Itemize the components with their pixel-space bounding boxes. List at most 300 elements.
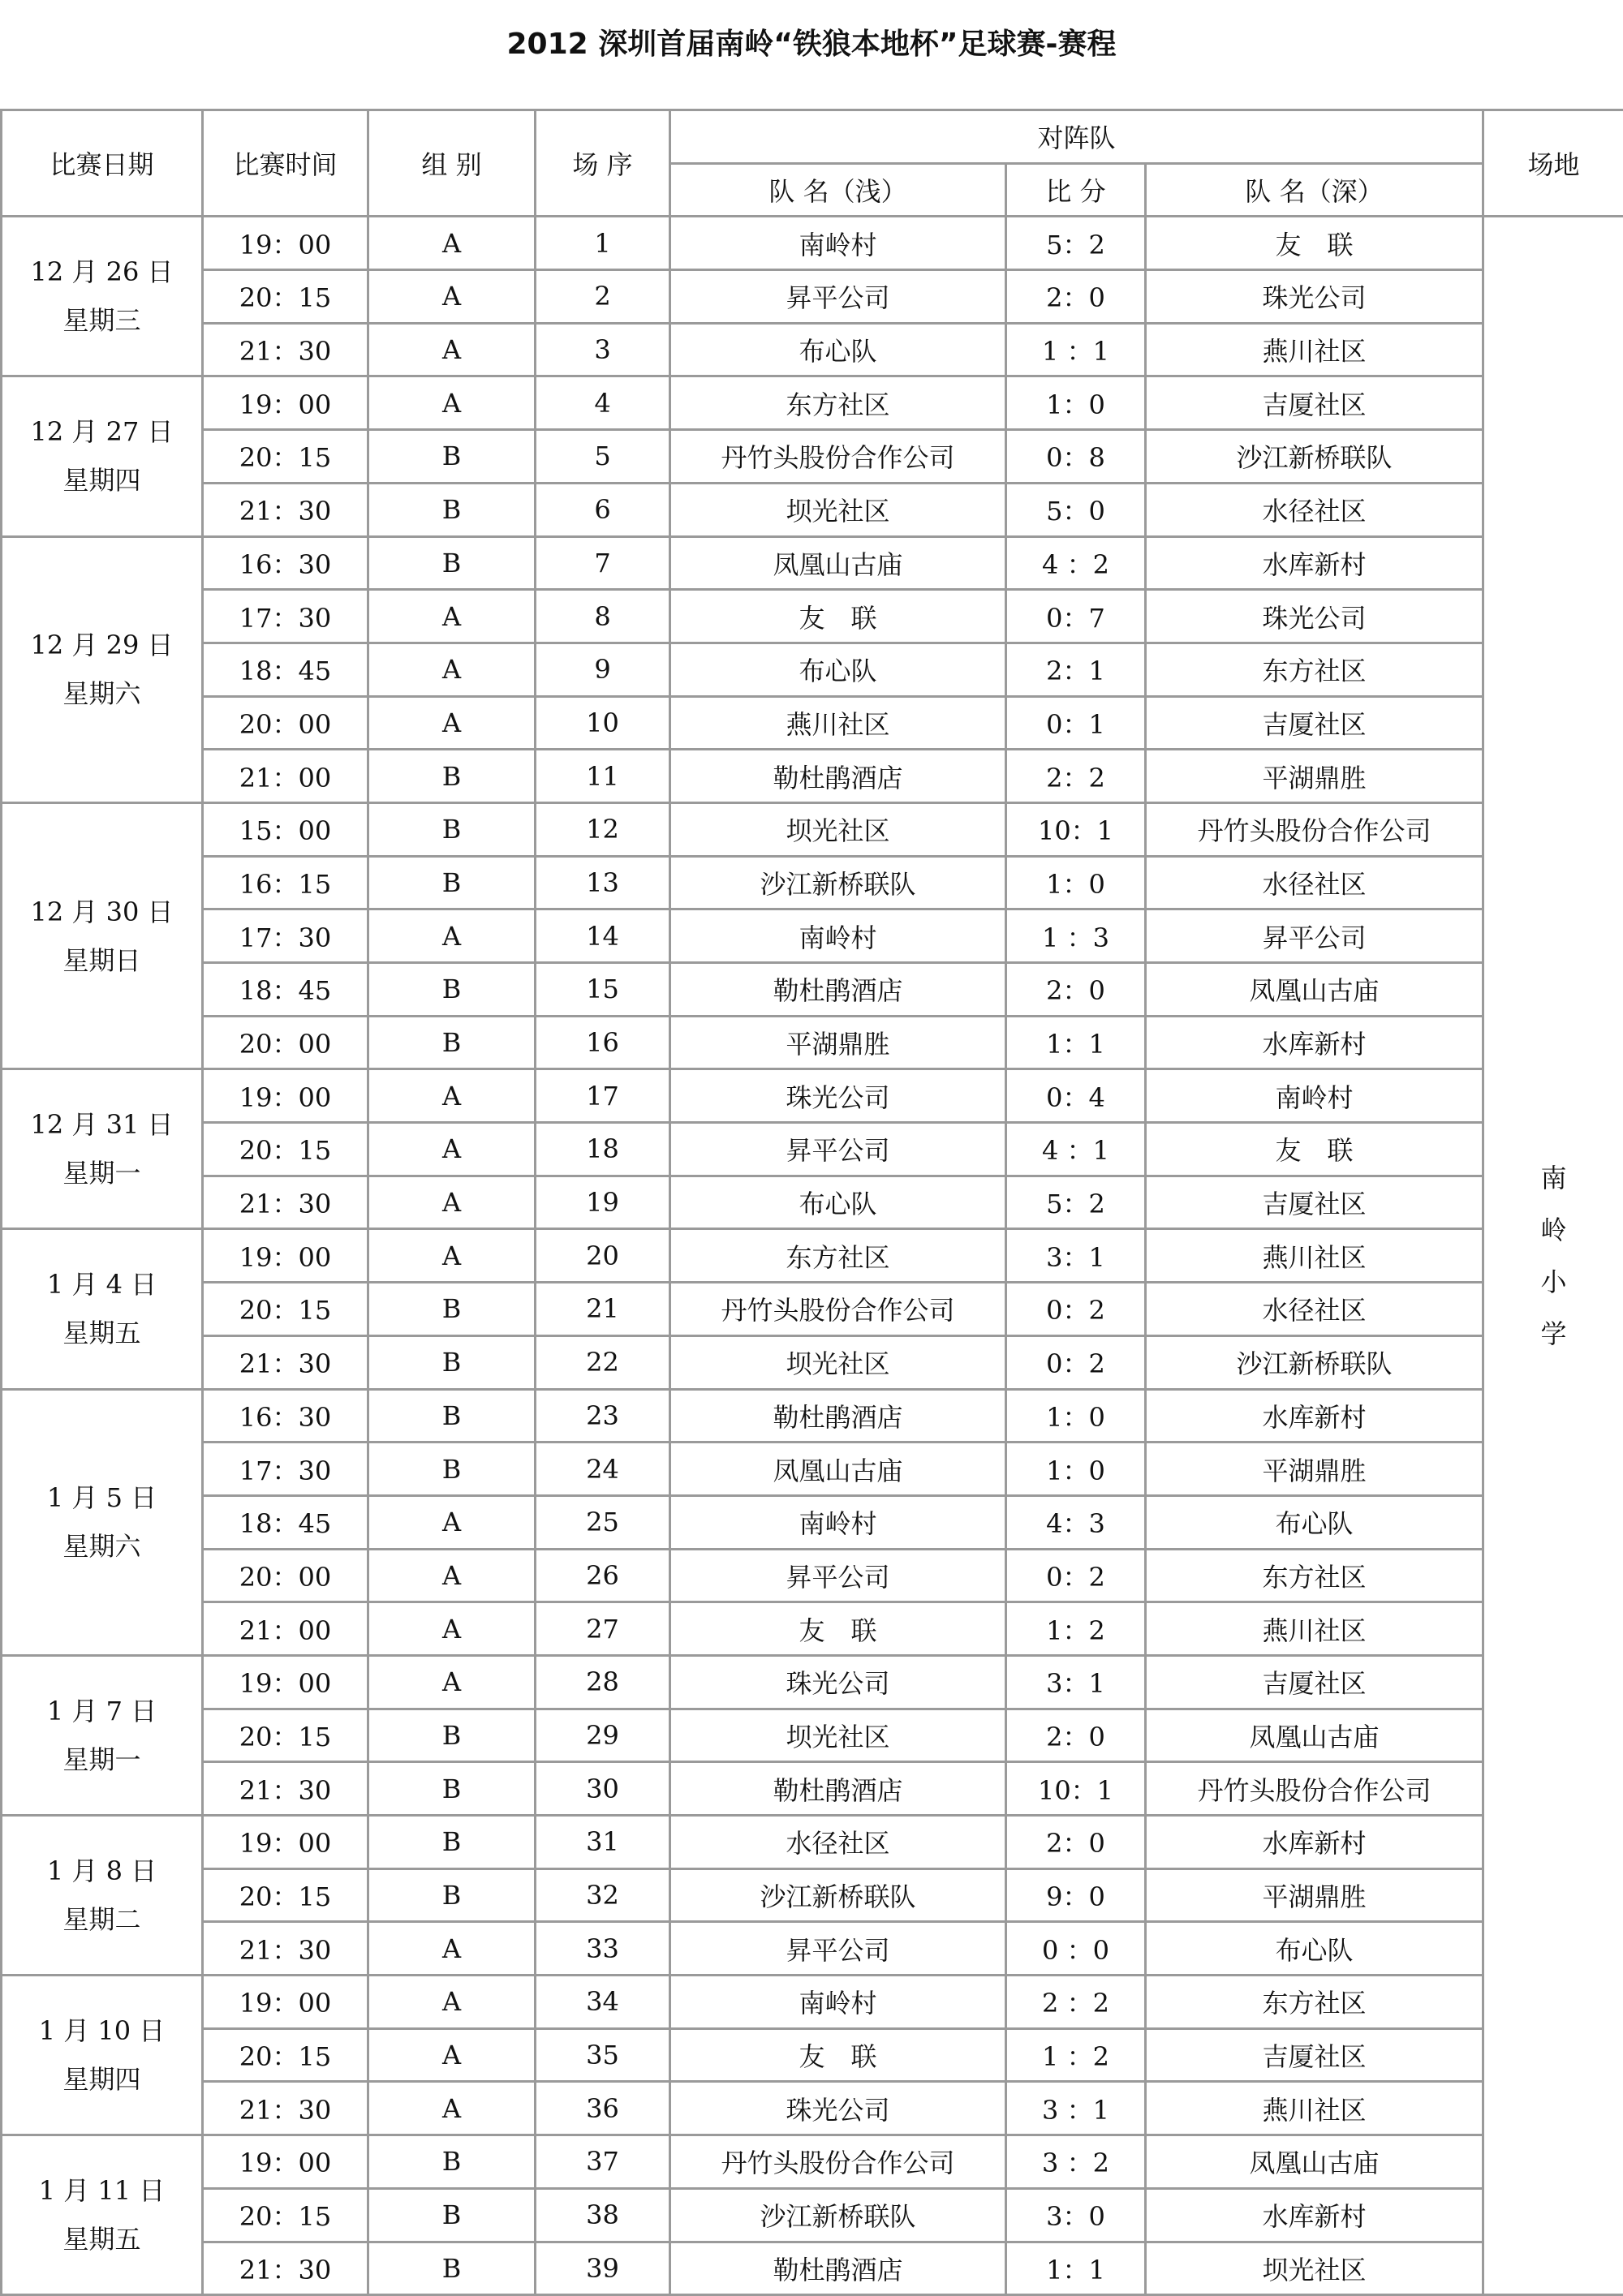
match-date-cell (2, 802, 203, 1068)
match-date-cell (2, 1069, 203, 1229)
match-group: A (368, 270, 536, 324)
match-group: B (368, 430, 536, 484)
match-group: B (368, 536, 536, 590)
match-seq: 27 (536, 1602, 670, 1656)
match-weekday: 星期四 (2, 456, 201, 505)
venue-char: 岭 (1484, 1204, 1623, 1256)
match-group: A (368, 643, 536, 696)
team-dark: 南岭村 (1146, 1069, 1483, 1123)
team-dark: 燕川社区 (1146, 1229, 1483, 1283)
match-score: 2：0 (1006, 1816, 1146, 1869)
match-time: 20：15 (203, 430, 368, 484)
match-group: A (368, 376, 536, 430)
team-light: 燕川社区 (670, 696, 1006, 750)
table-row (2, 430, 1623, 484)
match-seq: 34 (536, 1976, 670, 2029)
match-score: 1 ：3 (1006, 909, 1146, 963)
match-time: 21：30 (203, 1335, 368, 1389)
header-row-top (2, 110, 1623, 164)
match-seq: 11 (536, 750, 670, 803)
match-time: 17：30 (203, 1443, 368, 1496)
header-seq: 场 序 (536, 110, 670, 217)
venue-char: 南 (1484, 1152, 1623, 1204)
match-date-cell (2, 1389, 203, 1655)
match-group: B (368, 1709, 536, 1762)
match-time: 17：30 (203, 909, 368, 963)
match-score: 2：1 (1006, 643, 1146, 696)
venue-char: 学 (1484, 1308, 1623, 1360)
team-dark: 珠光公司 (1146, 270, 1483, 324)
table-row (2, 1976, 1623, 2029)
match-score: 0 ：0 (1006, 1922, 1146, 1976)
match-group: B (368, 1389, 536, 1443)
table-row (2, 1229, 1623, 1283)
match-group: B (368, 2188, 536, 2242)
match-seq: 19 (536, 1176, 670, 1229)
match-weekday: 星期日 (2, 936, 201, 985)
team-dark: 东方社区 (1146, 1976, 1483, 2029)
match-seq: 23 (536, 1389, 670, 1443)
team-dark: 沙江新桥联队 (1146, 1335, 1483, 1389)
match-seq: 16 (536, 1016, 670, 1069)
team-dark: 水库新村 (1146, 2188, 1483, 2242)
match-time: 21：30 (203, 2242, 368, 2295)
team-light: 友 联 (670, 590, 1006, 643)
match-time: 20：15 (203, 270, 368, 324)
match-time: 20：00 (203, 1016, 368, 1069)
team-light: 水径社区 (670, 1816, 1006, 1869)
team-dark: 吉厦社区 (1146, 2028, 1483, 2082)
match-time: 20：15 (203, 2028, 368, 2082)
table-row (2, 1123, 1623, 1176)
match-group: B (368, 1762, 536, 1816)
table-row (2, 217, 1623, 270)
match-score: 0：7 (1006, 590, 1146, 643)
match-group: A (368, 1549, 536, 1602)
match-time: 21：30 (203, 2082, 368, 2135)
team-light: 昇平公司 (670, 1922, 1006, 1976)
match-seq: 17 (536, 1069, 670, 1123)
match-seq: 1 (536, 217, 670, 270)
match-seq: 12 (536, 802, 670, 856)
table-row (2, 1389, 1623, 1443)
match-date: 1 月 10 日 (2, 2006, 201, 2055)
match-score: 3：1 (1006, 1655, 1146, 1709)
team-light: 平湖鼎胜 (670, 1016, 1006, 1069)
match-date-cell (2, 536, 203, 802)
header-score: 比 分 (1006, 163, 1146, 217)
match-time: 18：45 (203, 963, 368, 1017)
table-row (2, 1709, 1623, 1762)
table-row (2, 2242, 1623, 2295)
match-time: 19：00 (203, 376, 368, 430)
match-time: 19：00 (203, 2135, 368, 2189)
table-row (2, 536, 1623, 590)
table-row (2, 270, 1623, 324)
match-date: 1 月 5 日 (2, 1473, 201, 1522)
match-group: A (368, 1976, 536, 2029)
match-weekday: 星期六 (2, 669, 201, 718)
venue-cell (1483, 217, 1623, 2295)
match-group: B (368, 2242, 536, 2295)
match-group: B (368, 750, 536, 803)
match-time: 17：30 (203, 590, 368, 643)
match-date-cell (2, 1655, 203, 1815)
match-seq: 26 (536, 1549, 670, 1602)
match-score: 1 ：2 (1006, 2028, 1146, 2082)
match-score: 2：0 (1006, 270, 1146, 324)
team-dark: 珠光公司 (1146, 590, 1483, 643)
match-time: 20：00 (203, 696, 368, 750)
match-seq: 15 (536, 963, 670, 1017)
team-light: 坝光社区 (670, 802, 1006, 856)
match-seq: 9 (536, 643, 670, 696)
match-weekday: 星期六 (2, 1522, 201, 1571)
match-seq: 20 (536, 1229, 670, 1283)
match-score: 4 ：2 (1006, 536, 1146, 590)
match-score: 2：2 (1006, 750, 1146, 803)
header-group: 组 别 (368, 110, 536, 217)
table-row (2, 323, 1623, 376)
team-light: 凤凰山古庙 (670, 1443, 1006, 1496)
match-time: 20：15 (203, 2188, 368, 2242)
match-group: A (368, 1229, 536, 1283)
table-row (2, 643, 1623, 696)
table-row (2, 1016, 1623, 1069)
table-row (2, 483, 1623, 536)
match-date: 12 月 26 日 (2, 247, 201, 296)
match-date: 1 月 7 日 (2, 1687, 201, 1735)
match-seq: 14 (536, 909, 670, 963)
match-time: 19：00 (203, 1976, 368, 2029)
team-light: 丹竹头股份合作公司 (670, 1283, 1006, 1336)
team-dark: 平湖鼎胜 (1146, 1443, 1483, 1496)
match-seq: 7 (536, 536, 670, 590)
match-score: 0：4 (1006, 1069, 1146, 1123)
match-weekday: 星期三 (2, 296, 201, 345)
match-time: 21：30 (203, 1762, 368, 1816)
match-score: 1：1 (1006, 2242, 1146, 2295)
table-row (2, 1602, 1623, 1656)
table-row (2, 1495, 1623, 1549)
match-group: A (368, 590, 536, 643)
match-seq: 29 (536, 1709, 670, 1762)
table-row (2, 696, 1623, 750)
match-time: 21：30 (203, 1176, 368, 1229)
team-dark: 燕川社区 (1146, 323, 1483, 376)
team-light: 沙江新桥联队 (670, 856, 1006, 909)
match-seq: 21 (536, 1283, 670, 1336)
match-score: 0：1 (1006, 696, 1146, 750)
team-light: 东方社区 (670, 1229, 1006, 1283)
match-time: 15：00 (203, 802, 368, 856)
table-row (2, 1868, 1623, 1922)
team-dark: 吉厦社区 (1146, 376, 1483, 430)
header-date: 比赛日期 (2, 110, 203, 217)
match-seq: 13 (536, 856, 670, 909)
match-score: 10：1 (1006, 802, 1146, 856)
team-dark: 水库新村 (1146, 1016, 1483, 1069)
team-light: 勒杜鹃酒店 (670, 2242, 1006, 2295)
team-dark: 布心队 (1146, 1922, 1483, 1976)
match-time: 16：30 (203, 536, 368, 590)
match-weekday: 星期五 (2, 1309, 201, 1357)
match-time: 19：00 (203, 1816, 368, 1869)
team-light: 坝光社区 (670, 1709, 1006, 1762)
table-row (2, 856, 1623, 909)
team-dark: 坝光社区 (1146, 2242, 1483, 2295)
team-dark: 吉厦社区 (1146, 1655, 1483, 1709)
schedule-body (2, 217, 1623, 2295)
team-dark: 丹竹头股份合作公司 (1146, 1762, 1483, 1816)
match-score: 1：0 (1006, 376, 1146, 430)
match-group: A (368, 1922, 536, 1976)
match-seq: 37 (536, 2135, 670, 2189)
match-date-cell (2, 376, 203, 536)
match-time: 21：00 (203, 750, 368, 803)
table-row (2, 802, 1623, 856)
team-light: 昇平公司 (670, 1123, 1006, 1176)
table-row (2, 1283, 1623, 1336)
match-seq: 8 (536, 590, 670, 643)
header-team-dark: 队 名（深） (1146, 163, 1483, 217)
table-row (2, 963, 1623, 1017)
team-dark: 东方社区 (1146, 1549, 1483, 1602)
match-score: 3：1 (1006, 1229, 1146, 1283)
match-time: 18：45 (203, 1495, 368, 1549)
team-dark: 友 联 (1146, 217, 1483, 270)
match-group: B (368, 1016, 536, 1069)
match-date: 12 月 31 日 (2, 1100, 201, 1149)
team-light: 昇平公司 (670, 270, 1006, 324)
match-score: 5：2 (1006, 217, 1146, 270)
table-row (2, 376, 1623, 430)
match-group: A (368, 1655, 536, 1709)
match-date-cell (2, 217, 203, 376)
team-dark: 水库新村 (1146, 1816, 1483, 1869)
match-group: B (368, 483, 536, 536)
match-score: 3 ：1 (1006, 2082, 1146, 2135)
match-score: 2 ：2 (1006, 1976, 1146, 2029)
match-time: 21：30 (203, 483, 368, 536)
team-dark: 水径社区 (1146, 856, 1483, 909)
match-group: B (368, 963, 536, 1017)
match-seq: 3 (536, 323, 670, 376)
match-seq: 30 (536, 1762, 670, 1816)
match-score: 5：2 (1006, 1176, 1146, 1229)
team-light: 凤凰山古庙 (670, 536, 1006, 590)
table-row (2, 2188, 1623, 2242)
table-row (2, 2135, 1623, 2189)
match-score: 10：1 (1006, 1762, 1146, 1816)
match-time: 19：00 (203, 1655, 368, 1709)
table-row (2, 1443, 1623, 1496)
match-weekday: 星期一 (2, 1735, 201, 1784)
match-group: A (368, 909, 536, 963)
team-light: 昇平公司 (670, 1549, 1006, 1602)
team-light: 勒杜鹃酒店 (670, 750, 1006, 803)
match-date-cell (2, 2135, 203, 2295)
match-score: 1：0 (1006, 1443, 1146, 1496)
table-row (2, 1655, 1623, 1709)
match-seq: 24 (536, 1443, 670, 1496)
match-seq: 39 (536, 2242, 670, 2295)
match-group: B (368, 856, 536, 909)
team-light: 勒杜鹃酒店 (670, 1762, 1006, 1816)
header-matchup: 对阵队 (670, 110, 1483, 164)
table-row (2, 1922, 1623, 1976)
match-group: A (368, 1069, 536, 1123)
team-dark: 凤凰山古庙 (1146, 963, 1483, 1017)
team-dark: 水库新村 (1146, 536, 1483, 590)
team-light: 勒杜鹃酒店 (670, 1389, 1006, 1443)
match-time: 21：00 (203, 1602, 368, 1656)
match-date: 12 月 29 日 (2, 621, 201, 669)
match-score: 0：2 (1006, 1549, 1146, 1602)
table-row (2, 1335, 1623, 1389)
team-light: 布心队 (670, 643, 1006, 696)
match-score: 4：3 (1006, 1495, 1146, 1549)
match-score: 9：0 (1006, 1868, 1146, 1922)
match-time: 18：45 (203, 643, 368, 696)
match-group: A (368, 217, 536, 270)
match-seq: 4 (536, 376, 670, 430)
match-seq: 33 (536, 1922, 670, 1976)
match-time: 20：15 (203, 1123, 368, 1176)
match-group: B (368, 1335, 536, 1389)
match-score: 3：0 (1006, 2188, 1146, 2242)
match-date: 12 月 27 日 (2, 407, 201, 456)
match-score: 1：2 (1006, 1602, 1146, 1656)
match-seq: 22 (536, 1335, 670, 1389)
match-time: 20：00 (203, 1549, 368, 1602)
match-date-cell (2, 1976, 203, 2135)
match-group: A (368, 1602, 536, 1656)
match-time: 20：15 (203, 1868, 368, 1922)
match-time: 21：30 (203, 323, 368, 376)
match-date: 1 月 11 日 (2, 2166, 201, 2215)
match-score: 0：8 (1006, 430, 1146, 484)
match-score: 4 ：1 (1006, 1123, 1146, 1176)
match-seq: 5 (536, 430, 670, 484)
match-seq: 2 (536, 270, 670, 324)
match-seq: 28 (536, 1655, 670, 1709)
team-dark: 东方社区 (1146, 643, 1483, 696)
team-light: 南岭村 (670, 1495, 1006, 1549)
match-seq: 32 (536, 1868, 670, 1922)
match-group: A (368, 323, 536, 376)
table-row (2, 1176, 1623, 1229)
match-group: A (368, 1495, 536, 1549)
header-venue: 场地 (1483, 110, 1623, 217)
team-light: 珠光公司 (670, 1655, 1006, 1709)
match-seq: 10 (536, 696, 670, 750)
match-group: A (368, 1176, 536, 1229)
match-seq: 31 (536, 1816, 670, 1869)
team-light: 南岭村 (670, 909, 1006, 963)
team-light: 坝光社区 (670, 483, 1006, 536)
team-dark: 水库新村 (1146, 1389, 1483, 1443)
team-dark: 水径社区 (1146, 1283, 1483, 1336)
table-row (2, 2082, 1623, 2135)
header-time: 比赛时间 (203, 110, 368, 217)
table-row (2, 590, 1623, 643)
match-date: 1 月 8 日 (2, 1847, 201, 1895)
match-weekday: 星期五 (2, 2215, 201, 2264)
team-light: 珠光公司 (670, 1069, 1006, 1123)
match-seq: 36 (536, 2082, 670, 2135)
match-score: 1：0 (1006, 856, 1146, 909)
table-row (2, 1762, 1623, 1816)
team-light: 丹竹头股份合作公司 (670, 430, 1006, 484)
team-dark: 布心队 (1146, 1495, 1483, 1549)
table-row (2, 1816, 1623, 1869)
match-time: 16：15 (203, 856, 368, 909)
match-time: 19：00 (203, 217, 368, 270)
match-group: B (368, 802, 536, 856)
match-date-cell (2, 1816, 203, 1976)
match-score: 0：2 (1006, 1283, 1146, 1336)
team-dark: 沙江新桥联队 (1146, 430, 1483, 484)
match-seq: 25 (536, 1495, 670, 1549)
match-score: 1：0 (1006, 1389, 1146, 1443)
team-light: 珠光公司 (670, 2082, 1006, 2135)
match-score: 0：2 (1006, 1335, 1146, 1389)
match-group: B (368, 1283, 536, 1336)
team-light: 沙江新桥联队 (670, 1868, 1006, 1922)
match-score: 1：1 (1006, 1016, 1146, 1069)
match-score: 1 ：1 (1006, 323, 1146, 376)
team-light: 友 联 (670, 1602, 1006, 1656)
team-dark: 吉厦社区 (1146, 696, 1483, 750)
match-group: A (368, 696, 536, 750)
match-group: B (368, 1443, 536, 1496)
match-weekday: 星期一 (2, 1149, 201, 1197)
team-dark: 燕川社区 (1146, 2082, 1483, 2135)
match-date: 12 月 30 日 (2, 888, 201, 936)
match-group: B (368, 1868, 536, 1922)
team-light: 友 联 (670, 2028, 1006, 2082)
table-row (2, 909, 1623, 963)
match-score: 2：0 (1006, 963, 1146, 1017)
table-row (2, 750, 1623, 803)
venue-char: 小 (1484, 1256, 1623, 1308)
team-light: 布心队 (670, 1176, 1006, 1229)
table-row (2, 1069, 1623, 1123)
team-dark: 水径社区 (1146, 483, 1483, 536)
schedule-table (0, 109, 1623, 2296)
team-light: 坝光社区 (670, 1335, 1006, 1389)
match-group: B (368, 1816, 536, 1869)
match-time: 21：30 (203, 1922, 368, 1976)
match-seq: 6 (536, 483, 670, 536)
team-dark: 平湖鼎胜 (1146, 1868, 1483, 1922)
page-title: 2012 深圳首届南岭“铁狼本地杯”足球赛-赛程 (0, 24, 1623, 65)
match-date-cell (2, 1229, 203, 1389)
table-row (2, 1549, 1623, 1602)
team-light: 沙江新桥联队 (670, 2188, 1006, 2242)
match-seq: 35 (536, 2028, 670, 2082)
match-date: 1 月 4 日 (2, 1260, 201, 1309)
match-score: 2：0 (1006, 1709, 1146, 1762)
match-group: B (368, 2135, 536, 2189)
team-light: 布心队 (670, 323, 1006, 376)
team-dark: 平湖鼎胜 (1146, 750, 1483, 803)
match-group: A (368, 1123, 536, 1176)
team-light: 勒杜鹃酒店 (670, 963, 1006, 1017)
match-seq: 18 (536, 1123, 670, 1176)
team-light: 南岭村 (670, 217, 1006, 270)
